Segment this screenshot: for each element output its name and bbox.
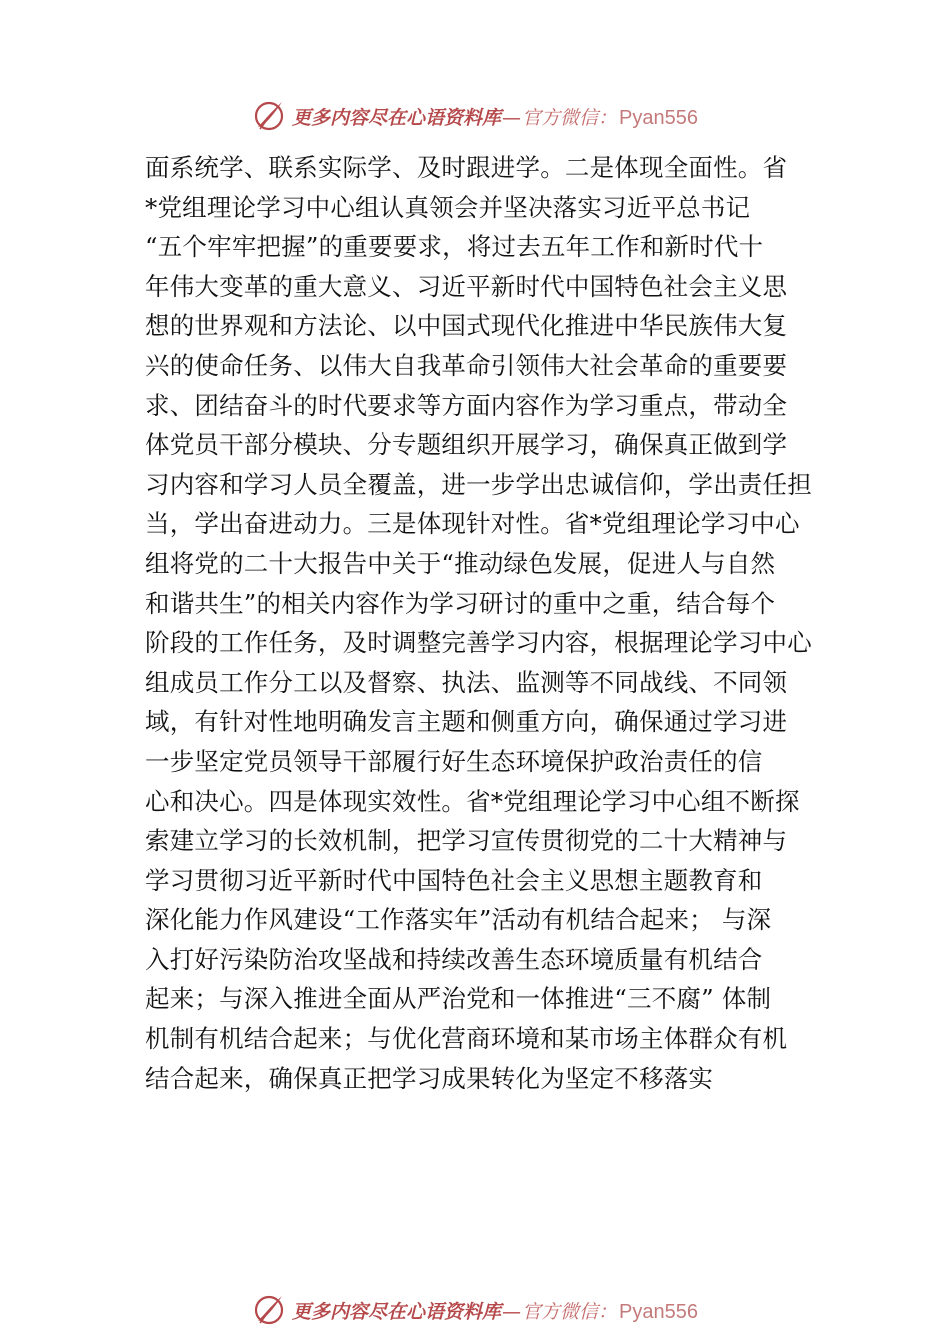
text-line: 当，学出奋进动力。三是体现针对性。省*党组理论学习中心	[145, 509, 800, 539]
text-line: 想的世界观和方法论、以中国式现代化推进中华民族伟大复	[145, 311, 788, 341]
text-line: 求、团结奋斗的时代要求等方面内容作为学习重点，带动全	[145, 390, 788, 420]
footer-wechat-id: Pyan556	[619, 1300, 698, 1323]
header-separator: —	[502, 106, 522, 129]
quill-logo-icon	[252, 1293, 286, 1327]
footer-site-name: 更多内容尽在心语资料库	[292, 1300, 502, 1323]
text-line: 组成员工作分工以及督察、执法、监测等不同战线、不同领	[145, 667, 788, 697]
text-line: 深化能力作风建设“工作落实年”活动有机结合起来； 与深	[145, 905, 772, 935]
text-line: 索建立学习的长效机制，把学习宣传贯彻党的二十大精神与	[145, 826, 788, 856]
text-line: 和谐共生”的相关内容作为学习研讨的重中之重，结合每个	[145, 588, 776, 618]
footer-banner-text	[292, 1297, 698, 1324]
text-line: *党组理论学习中心组认真领会并坚决落实习近平总书记	[145, 192, 751, 222]
text-line: 起来；与深入推进全面从严治党和一体推进“三不腐” 体制	[145, 984, 772, 1014]
text-line: 兴的使命任务、以伟大自我革命引领伟大社会革命的重要要	[145, 350, 788, 380]
text-line: 一步坚定党员领导干部履行好生态环境保护政治责任的信	[145, 746, 763, 776]
text-line: 组将党的二十大报告中关于“推动绿色发展，促进人与自然	[145, 548, 776, 578]
header-banner-text	[292, 103, 698, 130]
text-line: 学习贯彻习近平新时代中国特色社会主义思想主题教育和	[145, 865, 763, 895]
footer-wechat-label: 官方微信：	[522, 1300, 618, 1323]
text-line: 机制有机结合起来；与优化营商环境和某市场主体群众有机	[145, 1024, 788, 1054]
text-line: “五个牢牢把握”的重要要求，将过去五年工作和新时代十	[145, 232, 764, 262]
text-line: 体党员干部分模块、分专题组织开展学习，确保真正做到学	[145, 430, 788, 460]
header-wechat-label: 官方微信：	[522, 106, 618, 129]
text-line: 入打好污染防治攻坚战和持续改善生态环境质量有机结合	[145, 944, 763, 974]
header-wechat-id: Pyan556	[619, 106, 698, 129]
footer-banner	[0, 1290, 950, 1330]
header-site-name: 更多内容尽在心语资料库	[292, 106, 502, 129]
header-banner	[0, 96, 950, 136]
document-body	[145, 148, 835, 1098]
footer-separator: —	[502, 1300, 522, 1323]
text-line: 结合起来，确保真正把学习成果转化为坚定不移落实	[145, 1063, 714, 1093]
text-line: 面系统学、联系实际学、及时跟进学。二是体现全面性。省	[145, 153, 788, 182]
text-line: 习内容和学习人员全覆盖，进一步学出忠诚信仰，学出责任担	[145, 469, 812, 499]
text-line: 年伟大变革的重大意义、习近平新时代中国特色社会主义思	[145, 271, 788, 301]
quill-logo-icon	[252, 99, 286, 133]
text-line: 心和决心。四是体现实效性。省*党组理论学习中心组不断探	[145, 786, 800, 816]
text-line: 阶段的工作任务，及时调整完善学习内容，根据理论学习中心	[145, 628, 812, 658]
text-line: 域，有针对性地明确发言主题和侧重方向，确保通过学习进	[145, 707, 788, 737]
